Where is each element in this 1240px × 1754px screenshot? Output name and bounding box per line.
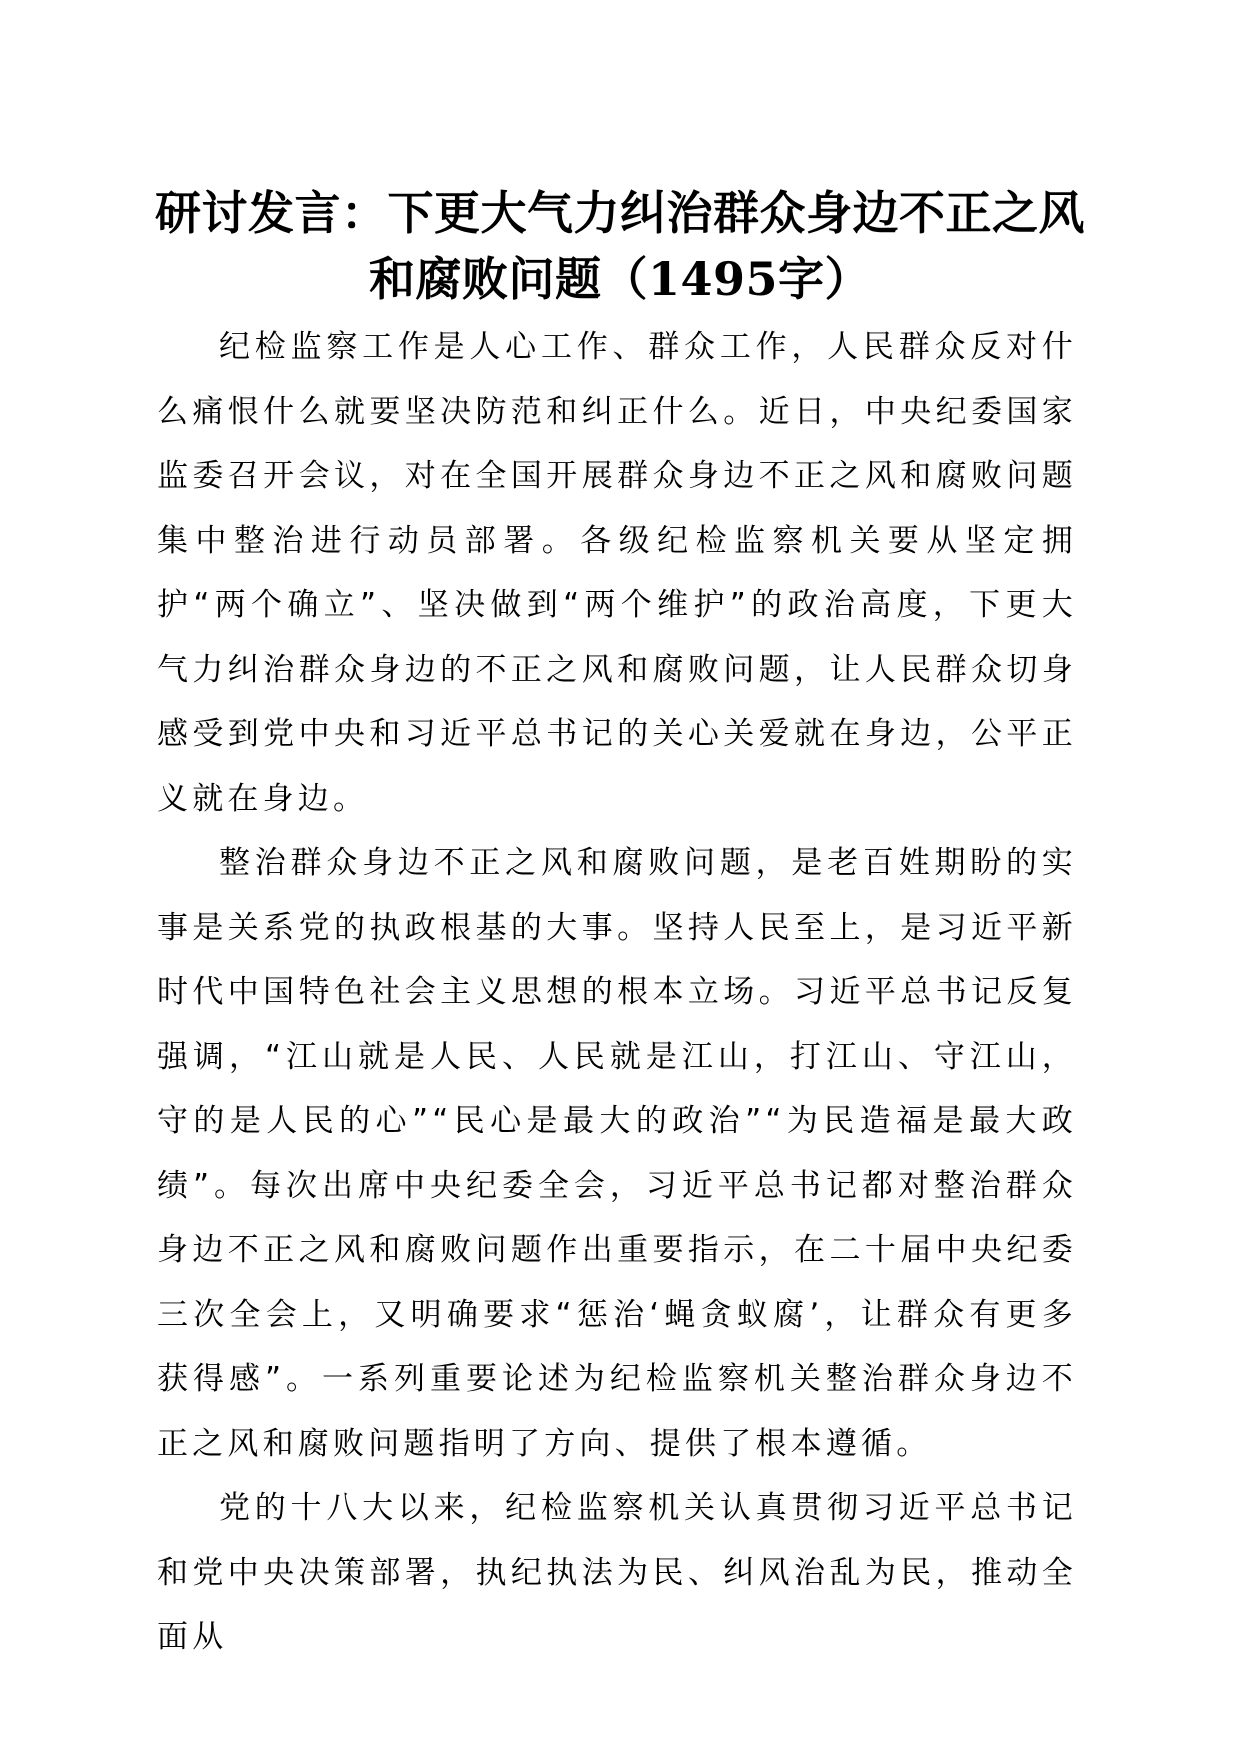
document-body — [157, 315, 1077, 1670]
document-title-line-2: 和腐败问题（1495字） — [368, 252, 872, 306]
paragraph-1: 纪检监察工作是人心工作、群众工作，人民群众反对什么痛恨什么就要坚决防范和纠正什么。近日，中央纪委国家监委召开会议，对在全国开展群众身边不正之风和腐败问题集中整治进行动员部署。各级纪检监察机关要从坚定拥护“两个确立”、坚决做到“两个维护”的政治高度，下更大气力纠治群众身边的不正之风和腐败问题，让人民群众切身感受到党中央和习近平总书记的关心关爱就在身边，公平正义就在身边。 — [157, 329, 1077, 817]
document-title — [140, 180, 1100, 312]
paragraph-2: 整治群众身边不正之风和腐败问题，是老百姓期盼的实事是关系党的执政根基的大事。坚持人民至上，是习近平新时代中国特色社会主义思想的根本立场。习近平总书记反复强调，“江山就是人民、人民就是江山，打江山、守江山，守的是人民的心”“民心是最大的政治”“为民造福是最大政绩”。每次出席中央纪委全会，习近平总书记都对整治群众身边不正之风和腐败问题作出重要指示，在二十届中央纪委三次全会上，又明确要求“惩治‘蝇贪蚁腐’，让群众有更多获得感”。一系列重要论述为纪检监察机关整治群众身边不正之风和腐败问题指明了方向、提供了根本遵循。 — [157, 845, 1077, 1462]
paragraph-3: 党的十八大以来，纪检监察机关认真贯彻习近平总书记和党中央决策部署，执纪执法为民、纠风治乱为民，推动全面从 — [157, 1490, 1077, 1655]
document-title-line-1: 研讨发言：下更大气力纠治群众身边不正之风 — [155, 186, 1085, 240]
